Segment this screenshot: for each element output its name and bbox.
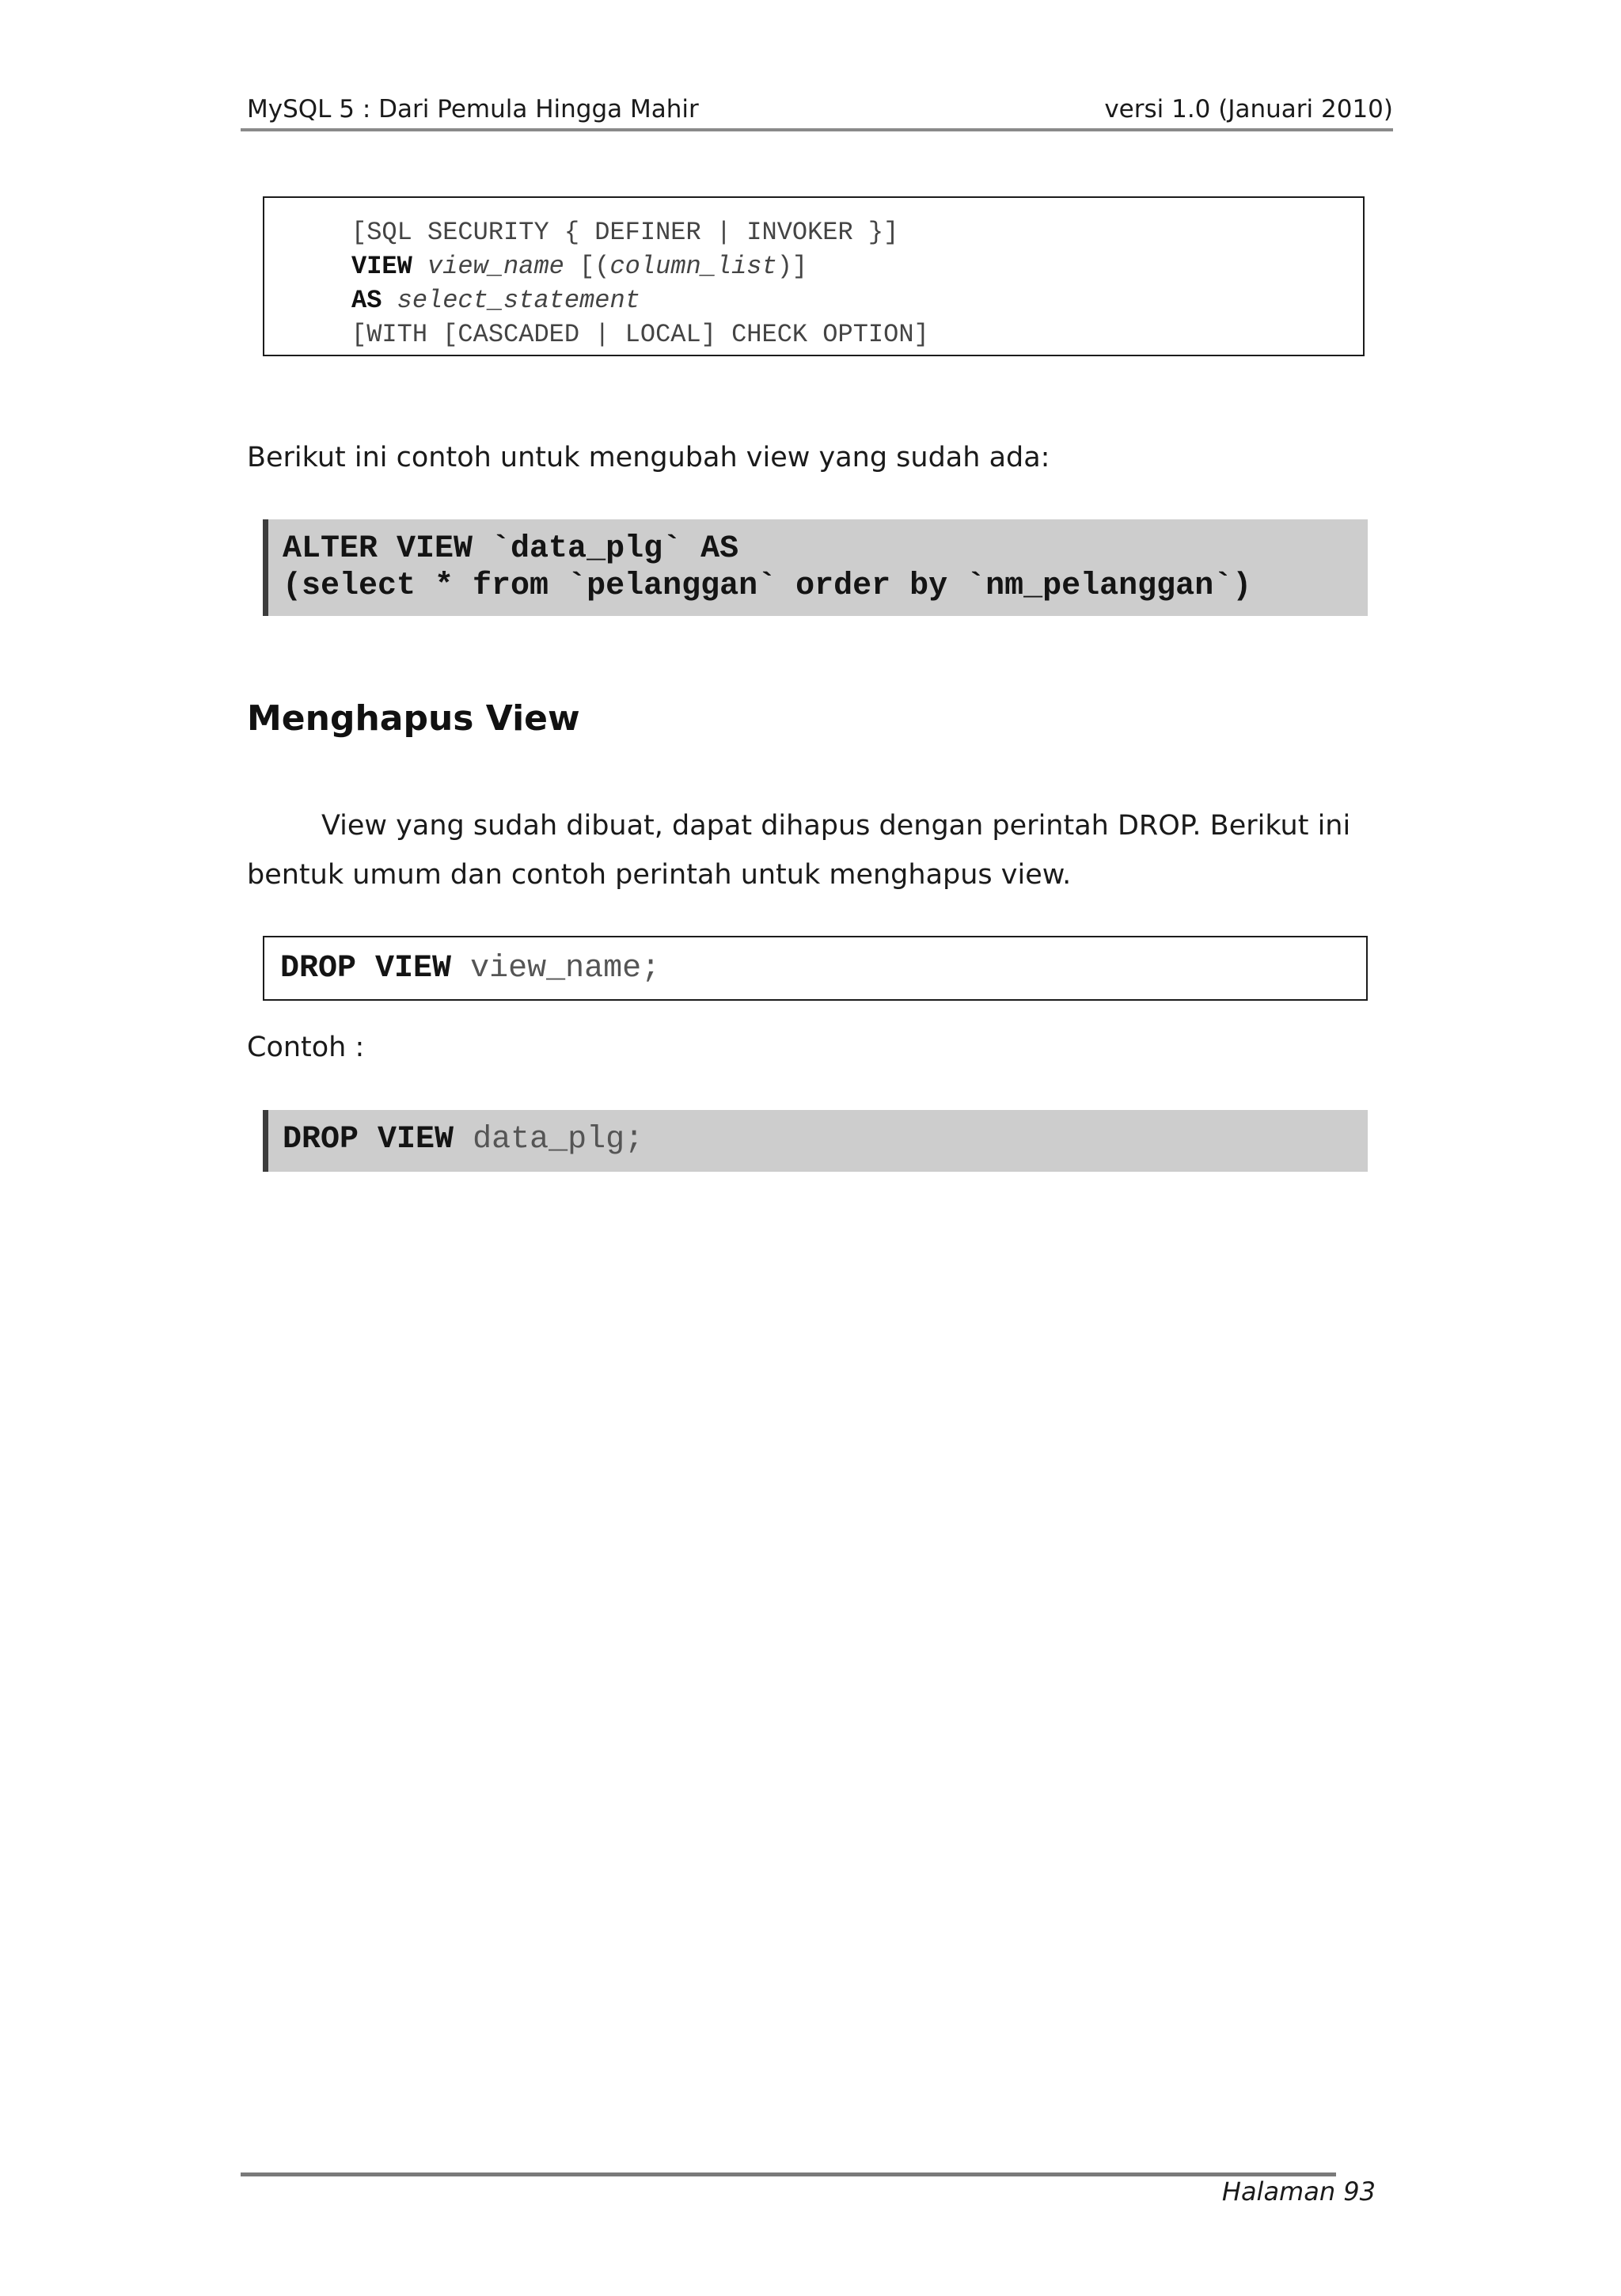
header-rule	[241, 128, 1393, 131]
drop-syntax-arg: view_name;	[470, 951, 661, 986]
drop-paragraph-line-1: View yang sudah dibuat, dapat dihapus dengan perintah DROP. Berikut ini	[321, 810, 1351, 842]
contoh-label: Contoh :	[247, 1032, 365, 1063]
drop-paragraph	[247, 801, 1355, 899]
footer-rule	[241, 2172, 1336, 2176]
syntax-select-statement: select_statement	[397, 286, 640, 315]
alter-line-1: ALTER VIEW `data_plg` AS	[283, 531, 739, 567]
syntax-keyword-as: AS	[351, 286, 382, 315]
syntax-open-bracket: [(	[564, 252, 610, 281]
alter-example-box	[263, 519, 1368, 616]
header-version: versi 1.0 (Januari 2010)	[1104, 95, 1393, 124]
drop-example-code	[283, 1121, 643, 1158]
alter-intro-text: Berikut ini contoh untuk mengubah view yang sudah ada:	[247, 442, 1050, 473]
syntax-close-bracket: )]	[776, 252, 808, 281]
page-number: Halaman 93	[1221, 2176, 1376, 2207]
syntax-line-4: [WITH [CASCADED | LOCAL] CHECK OPTION]	[351, 320, 929, 349]
syntax-code	[351, 215, 929, 352]
drop-paragraph-line-2: bentuk umum dan contoh perintah untuk menghapus view.	[247, 859, 1072, 891]
drop-syntax-code	[280, 950, 660, 987]
syntax-column-list: column_list	[609, 252, 777, 281]
drop-syntax-box	[263, 936, 1368, 1001]
drop-syntax-keyword: DROP VIEW	[280, 951, 452, 986]
header-book-title: MySQL 5 : Dari Pemula Hingga Mahir	[247, 95, 699, 124]
alter-line-2: (select * from `pelanggan` order by `nm_pelanggan`)	[283, 568, 1252, 604]
page-header	[247, 93, 1393, 131]
drop-example-box	[263, 1110, 1368, 1172]
drop-example-keyword: DROP VIEW	[283, 1122, 454, 1158]
syntax-code-box	[263, 196, 1365, 356]
section-title: Menghapus View	[247, 698, 580, 739]
alter-example-code	[283, 530, 1251, 605]
syntax-line-1: [SQL SECURITY { DEFINER | INVOKER }]	[351, 218, 899, 247]
syntax-keyword-view: VIEW	[351, 252, 412, 281]
syntax-view-name: view_name	[427, 252, 564, 281]
drop-example-arg: data_plg;	[473, 1122, 644, 1158]
